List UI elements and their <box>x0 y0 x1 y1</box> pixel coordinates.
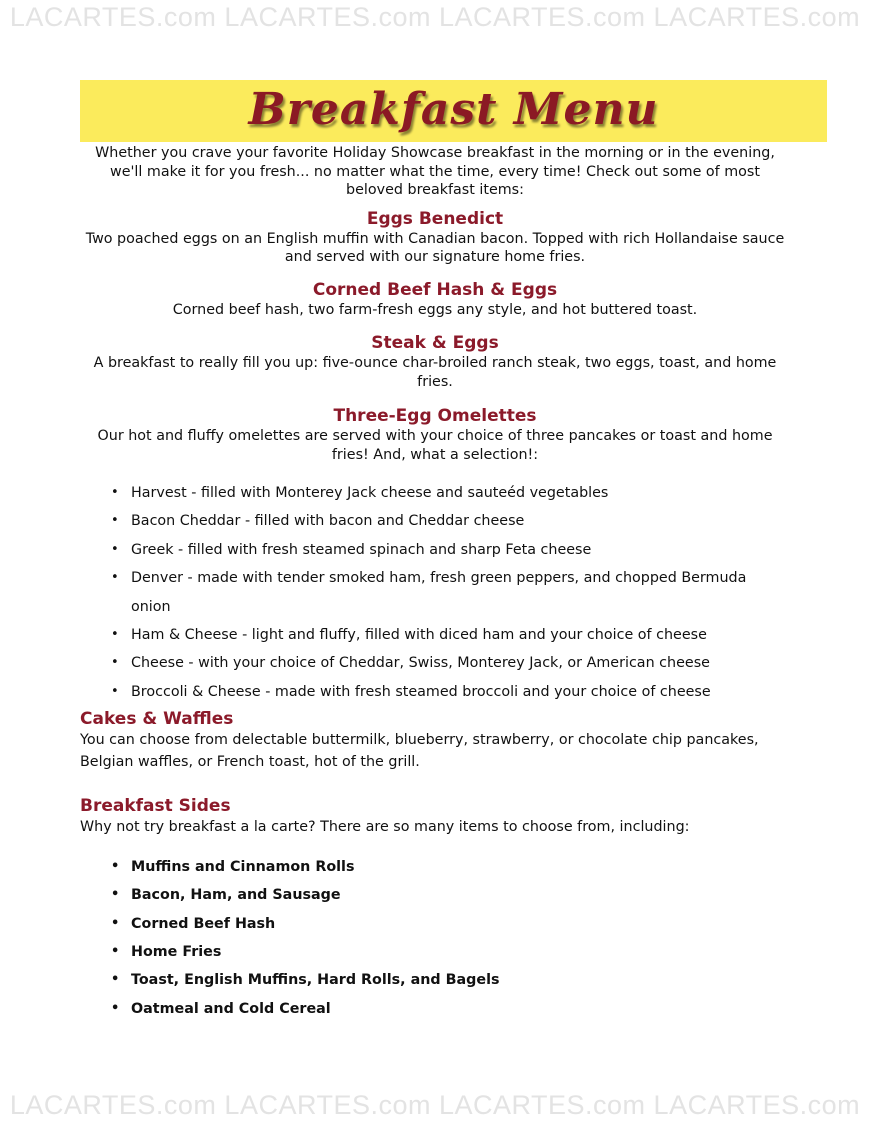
list-item-text: Harvest - filled with Monterey Jack cheese and sauteéd vegetables <box>131 485 609 501</box>
list-item <box>80 564 790 621</box>
list-item <box>80 853 790 881</box>
list-item <box>80 678 790 706</box>
page-title: Breakfast Menu <box>248 84 659 135</box>
menu-item-description: Our hot and fluffy omelettes are served with your choice of three pancakes or toast and home fries! And, what a selection!: <box>97 428 773 463</box>
menu-item-title: Eggs Benedict <box>366 208 504 229</box>
list-item-text: Greek - filled with fresh steamed spinach and sharp Feta cheese <box>131 541 592 558</box>
list-item <box>80 938 790 966</box>
bullet-icon: • <box>111 541 119 557</box>
bullet-icon: • <box>111 1000 120 1016</box>
list-item-text: Bacon Cheddar - filled with bacon and Cheddar cheese <box>131 513 525 530</box>
list-item-text: Home Fries <box>131 943 222 960</box>
bullet-icon: • <box>111 972 120 988</box>
list-item-text: Broccoli & Cheese - made with fresh steamed broccoli and your choice of cheese <box>131 683 711 700</box>
bullet-icon: • <box>111 627 119 643</box>
list-item-text: Ham & Cheese - light and fluffy, filled with diced ham and your choice of cheese <box>131 627 707 644</box>
bullet-icon: • <box>111 683 119 699</box>
section-title: Breakfast Sides <box>80 796 231 817</box>
section-breakfast-sides <box>80 795 790 839</box>
menu-item-corned-beef-hash <box>80 279 790 320</box>
list-item <box>80 881 790 909</box>
list-item-text: Cheese - with your choice of Cheddar, Swiss, Monterey Jack, or American cheese <box>131 655 710 672</box>
intro-text: Whether you crave your favorite Holiday Showcase breakfast in the morning or in the evening, we'll make it for you fresh... no matter what the time, every time! Check out some of most beloved breakfast items: <box>95 145 775 198</box>
omelette-list <box>80 479 790 706</box>
list-item-text: Bacon, Ham, and Sausage <box>131 887 341 904</box>
menu-content <box>80 144 790 1023</box>
list-item <box>80 966 790 994</box>
list-item <box>80 995 790 1023</box>
bullet-icon: • <box>111 887 120 903</box>
menu-item-omelettes <box>80 405 790 464</box>
bullet-icon: • <box>111 513 119 529</box>
list-item <box>80 507 790 535</box>
watermark-top: LACARTES.com LACARTES.com LACARTES.com LACARTES.com <box>9 2 861 32</box>
list-item <box>80 910 790 938</box>
section-title: Cakes & Waffles <box>80 709 234 730</box>
list-item <box>80 536 790 564</box>
bullet-icon: • <box>111 943 120 959</box>
title-banner <box>80 80 827 142</box>
menu-item-description: A breakfast to really fill you up: five-ounce char-broiled ranch steak, two eggs, toast, and home fries. <box>93 355 777 390</box>
list-item-text: Corned Beef Hash <box>131 915 276 932</box>
menu-item-title: Steak & Eggs <box>371 333 499 353</box>
section-cakes-waffles <box>80 708 790 773</box>
menu-item-description: Corned beef hash, two farm-fresh eggs any style, and hot buttered toast. <box>172 301 698 318</box>
sides-list <box>80 853 790 1023</box>
menu-item-eggs-benedict <box>80 208 790 267</box>
bullet-icon: • <box>111 915 120 931</box>
list-item <box>80 479 790 507</box>
bullet-icon: • <box>111 655 119 671</box>
menu-item-title: Three-Egg Omelettes <box>333 406 537 426</box>
bullet-icon: • <box>111 485 119 500</box>
list-item-text: Oatmeal and Cold Cereal <box>131 1000 331 1017</box>
bullet-icon: • <box>111 858 120 874</box>
section-description: Why not try breakfast a la carte? There are so many items to choose from, including: <box>80 819 690 836</box>
list-item-text: Denver - made with tender smoked ham, fresh green peppers, and chopped Bermuda onion <box>131 570 747 615</box>
bullet-icon: • <box>111 570 119 586</box>
watermark-bottom: LACARTES.com LACARTES.com LACARTES.com LACARTES.com <box>9 1090 861 1120</box>
menu-item-title: Corned Beef Hash & Eggs <box>312 279 558 300</box>
list-item-text: Toast, English Muffins, Hard Rolls, and Bagels <box>131 972 500 989</box>
menu-item-steak-eggs <box>80 332 790 391</box>
list-item <box>80 649 790 677</box>
menu-item-description: Two poached eggs on an English muffin with Canadian bacon. Topped with rich Hollandaise sauce and served with our signature home fries. <box>85 230 785 265</box>
section-description: You can choose from delectable buttermilk, blueberry, strawberry, or chocolate chip pancakes, Belgian waffles, or French toast, hot of the grill. <box>80 732 759 770</box>
list-item <box>80 621 790 649</box>
list-item-text: Muffins and Cinnamon Rolls <box>131 858 355 875</box>
